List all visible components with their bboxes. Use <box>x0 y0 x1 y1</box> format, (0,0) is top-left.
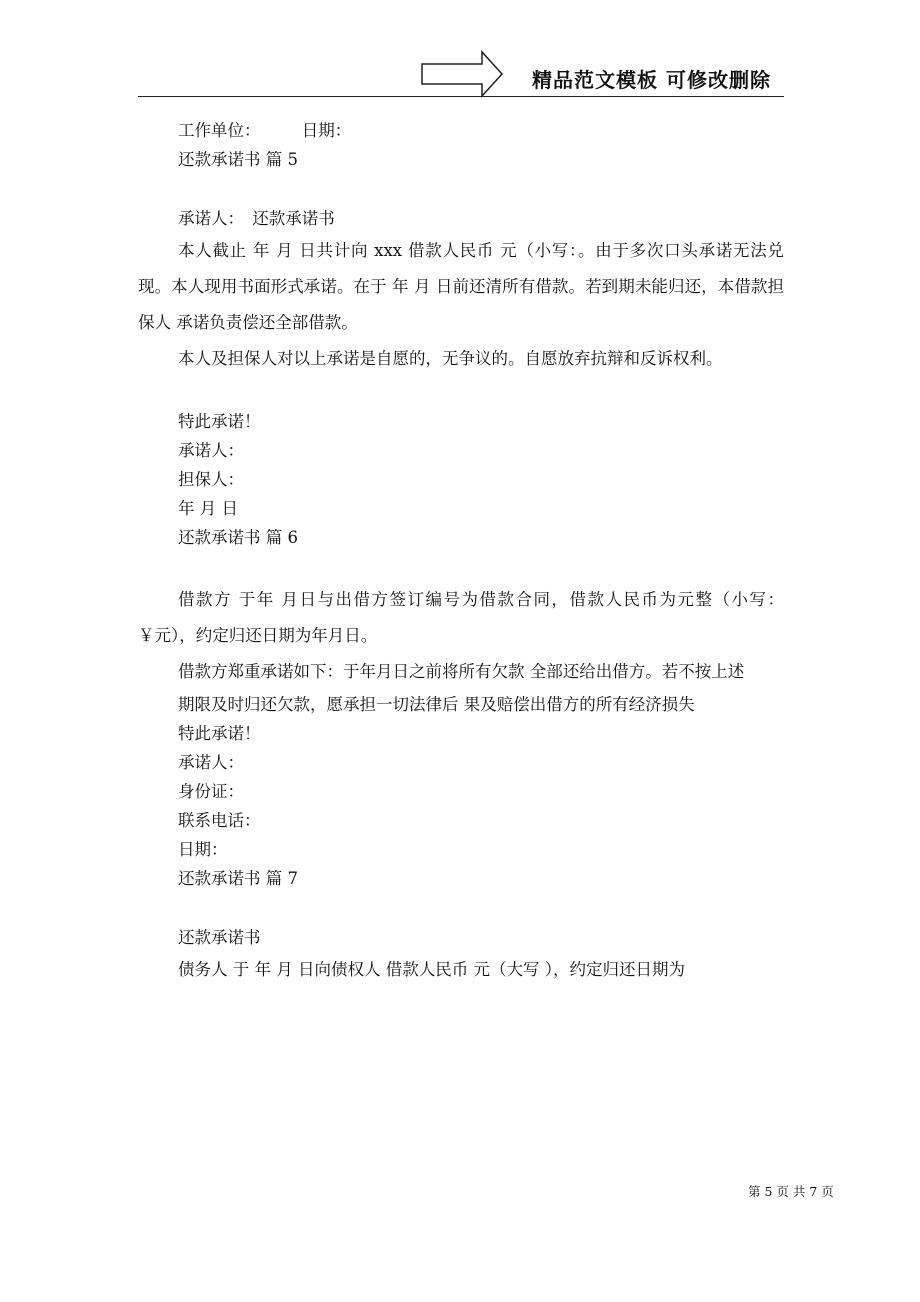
header-title: 精品范文模板 可修改删除 <box>532 68 771 92</box>
section-heading: 还款承诺书 篇 7 <box>178 869 298 888</box>
document-body <box>138 116 784 988</box>
text-line: 期限及时归还欠款，愿承担一切法律后 果及赔偿出借方的所有经济损失 <box>178 695 695 714</box>
page-number: 第 5 页 共 7 页 <box>748 1184 834 1199</box>
arrow-right-icon <box>420 50 504 98</box>
text-line: 特此承诺！ <box>178 412 261 431</box>
text-line: 身份证： <box>178 782 244 801</box>
text-line: 承诺人： 还款承诺书 <box>178 209 335 228</box>
page-header <box>0 0 920 100</box>
paragraph: 借款方郑重承诺如下：于年月日之前将所有欠款 全部还给出借方。若不按上述 <box>178 662 745 681</box>
text-line: 承诺人： <box>178 441 244 460</box>
paragraph: 本人及担保人对以上承诺是自愿的，无争议的。自愿放弃抗辩和反诉权利。 <box>178 349 723 368</box>
text-line: 工作单位： 日期： <box>178 121 352 140</box>
section-heading: 还款承诺书 篇 5 <box>178 150 298 169</box>
text-line: 年 月 日 <box>178 499 238 518</box>
text-line: 日期： <box>178 840 228 859</box>
section-heading: 还款承诺书 篇 6 <box>178 528 298 547</box>
text-line: 还款承诺书 <box>178 928 261 947</box>
paragraph: 本人截止 年 月 日共计向 xxx 借款人民币 元（小写：。由于多次口头承诺无法兑现。本人现用书面形式承诺。在于 年 月 日前还清所有借款。若到期未能归还，本借款担保人 承诺负责偿还全部借款。 <box>138 241 784 332</box>
text-line: 承诺人： <box>178 753 244 772</box>
header-divider <box>138 96 784 97</box>
text-line: 特此承诺！ <box>178 724 261 743</box>
paragraph: 借款方 于年 月日与出借方签订编号为借款合同，借款人民币为元整（小写： ￥元），约定归还日期为年月日。 <box>138 590 784 645</box>
text-line: 担保人： <box>178 470 244 489</box>
text-line: 联系电话： <box>178 811 261 830</box>
paragraph: 债务人 于 年 月 日向债权人 借款人民币 元（大写 ），约定归还日期为 <box>178 960 685 979</box>
